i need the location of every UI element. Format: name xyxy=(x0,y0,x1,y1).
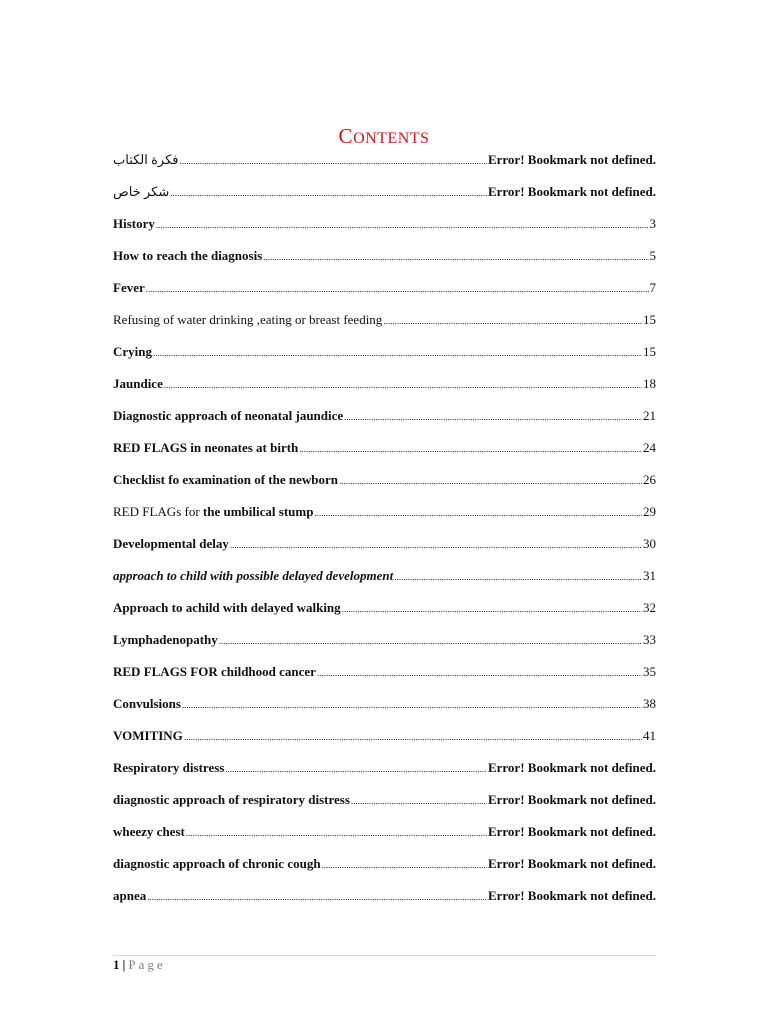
toc-entry-label: شكر خاص xyxy=(113,184,170,199)
toc-entry-page: Error! Bookmark not defined. xyxy=(487,152,656,167)
toc-entry[interactable] xyxy=(113,280,656,312)
toc-entry-label: Respiratory distress xyxy=(113,760,225,775)
toc-dot-leader xyxy=(299,440,642,456)
toc-dot-leader xyxy=(164,376,642,392)
toc-entry-label: Refusing of water drinking ,eating or breast feeding xyxy=(113,312,383,327)
toc-dot-leader xyxy=(184,728,642,744)
toc-entry-page: 3 xyxy=(649,216,656,231)
toc-entry[interactable] xyxy=(113,632,656,664)
toc-entry-label: Lymphadenopathy xyxy=(113,632,218,647)
toc-entry-page: 21 xyxy=(643,408,656,423)
toc-entry-page: Error! Bookmark not defined. xyxy=(487,184,656,199)
footer-page-word: Page xyxy=(128,957,166,972)
toc-dot-leader xyxy=(225,760,487,776)
toc-entry-page: 5 xyxy=(649,248,656,263)
toc-entry[interactable] xyxy=(113,696,656,728)
toc-entry[interactable] xyxy=(113,408,656,440)
toc-dot-leader xyxy=(147,888,487,904)
toc-entry-label: How to reach the diagnosis xyxy=(113,248,263,263)
footer-divider xyxy=(113,955,656,956)
toc-dot-leader xyxy=(263,248,648,264)
toc-entry-label: Fever xyxy=(113,280,145,295)
toc-dot-leader xyxy=(219,632,642,648)
toc-entry[interactable] xyxy=(113,376,656,408)
toc-dot-leader xyxy=(322,856,487,872)
page-footer xyxy=(113,957,166,973)
toc-entry-label: wheezy chest xyxy=(113,824,185,839)
toc-dot-leader xyxy=(156,216,649,232)
toc-title xyxy=(0,124,768,149)
toc-dot-leader xyxy=(146,280,649,296)
toc-entry-label xyxy=(113,504,313,520)
toc-dot-leader xyxy=(383,312,642,328)
toc-dot-leader xyxy=(351,792,487,808)
toc-dot-leader xyxy=(394,568,642,584)
toc-dot-leader xyxy=(180,152,487,168)
toc-title-initial: C xyxy=(338,124,354,148)
toc-entry[interactable] xyxy=(113,184,656,216)
toc-entry-page: Error! Bookmark not defined. xyxy=(487,792,656,807)
toc-entry-page: 26 xyxy=(643,472,656,487)
toc-dot-leader xyxy=(339,472,642,488)
toc-dot-leader xyxy=(153,344,642,360)
toc-entry[interactable] xyxy=(113,344,656,376)
footer-page-number: 1 xyxy=(113,957,120,972)
toc-entry-page: 15 xyxy=(643,344,656,359)
toc-entry-page: 32 xyxy=(643,600,656,615)
toc-entry-page: 33 xyxy=(643,632,656,647)
toc-dot-leader xyxy=(317,664,642,680)
toc-entry-label: Diagnostic approach of neonatal jaundice xyxy=(113,408,344,423)
toc-entry-page: 31 xyxy=(643,568,656,583)
toc-entry[interactable] xyxy=(113,568,656,600)
footer-separator: | xyxy=(122,957,126,972)
toc-dot-leader xyxy=(230,536,642,552)
toc-entry-page: 18 xyxy=(643,376,656,391)
toc-entry[interactable] xyxy=(113,536,656,568)
toc-entry-label: approach to child with possible delayed development xyxy=(113,568,394,583)
toc-entry-page: 41 xyxy=(643,728,656,743)
toc-entry-label: VOMITING xyxy=(113,728,183,743)
toc-entry-label: Checklist fo examination of the newborn xyxy=(113,472,338,487)
toc-entry-label: RED FLAGS FOR childhood cancer xyxy=(113,664,316,679)
toc-entry[interactable] xyxy=(113,664,656,696)
toc-entry-page: Error! Bookmark not defined. xyxy=(487,760,656,775)
toc-entry-page: 30 xyxy=(643,536,656,551)
toc-entry[interactable] xyxy=(113,888,656,920)
toc-entry-label: Approach to achild with delayed walking xyxy=(113,600,341,615)
toc-entry-page: Error! Bookmark not defined. xyxy=(487,888,656,903)
toc-entry[interactable] xyxy=(113,248,656,280)
toc-entry-label-prefix: RED FLAGs for xyxy=(113,504,203,519)
toc-entry-label: RED FLAGS in neonates at birth xyxy=(113,440,299,455)
toc-entry-label: Jaundice xyxy=(113,376,163,391)
toc-dot-leader xyxy=(342,600,642,616)
toc-entry[interactable] xyxy=(113,600,656,632)
toc-entry[interactable] xyxy=(113,856,656,888)
toc-entry-page: 29 xyxy=(643,504,656,519)
toc-entry-label: Convulsions xyxy=(113,696,181,711)
toc-dot-leader xyxy=(186,824,487,840)
toc-entry[interactable] xyxy=(113,792,656,824)
toc-entry-page: Error! Bookmark not defined. xyxy=(487,824,656,839)
toc-dot-leader xyxy=(182,696,642,712)
toc-entry-label: Developmental delay xyxy=(113,536,229,551)
toc-entry[interactable] xyxy=(113,152,656,184)
toc-entry-label: History xyxy=(113,216,155,231)
toc-dot-leader xyxy=(344,408,642,424)
toc-entry[interactable] xyxy=(113,760,656,792)
toc-entry[interactable] xyxy=(113,824,656,856)
toc-entry-label: diagnostic approach of chronic cough xyxy=(113,856,321,871)
toc-entry-page: 35 xyxy=(643,664,656,679)
toc-entry[interactable] xyxy=(113,216,656,248)
toc-entry-page: 24 xyxy=(643,440,656,455)
toc-entry-label: فكرة الكتاب xyxy=(113,152,179,167)
toc-entry-label: Crying xyxy=(113,344,152,359)
toc-dot-leader xyxy=(314,504,642,520)
toc-entry[interactable] xyxy=(113,728,656,760)
toc-dot-leader xyxy=(170,184,487,200)
toc-entry[interactable] xyxy=(113,504,656,536)
toc-entry-page: 7 xyxy=(649,280,656,295)
toc-list xyxy=(113,152,656,920)
toc-entry-page: 38 xyxy=(643,696,656,711)
toc-entry[interactable] xyxy=(113,312,656,344)
toc-entry[interactable] xyxy=(113,440,656,472)
toc-entry[interactable] xyxy=(113,472,656,504)
toc-entry-page: Error! Bookmark not defined. xyxy=(487,856,656,871)
toc-entry-label-suffix: the umbilical stump xyxy=(202,504,314,519)
toc-title-rest: ONTENTS xyxy=(353,130,430,147)
toc-entry-label: diagnostic approach of respiratory distress xyxy=(113,792,350,807)
toc-entry-page: 15 xyxy=(643,312,656,327)
toc-entry-label: apnea xyxy=(113,888,147,903)
